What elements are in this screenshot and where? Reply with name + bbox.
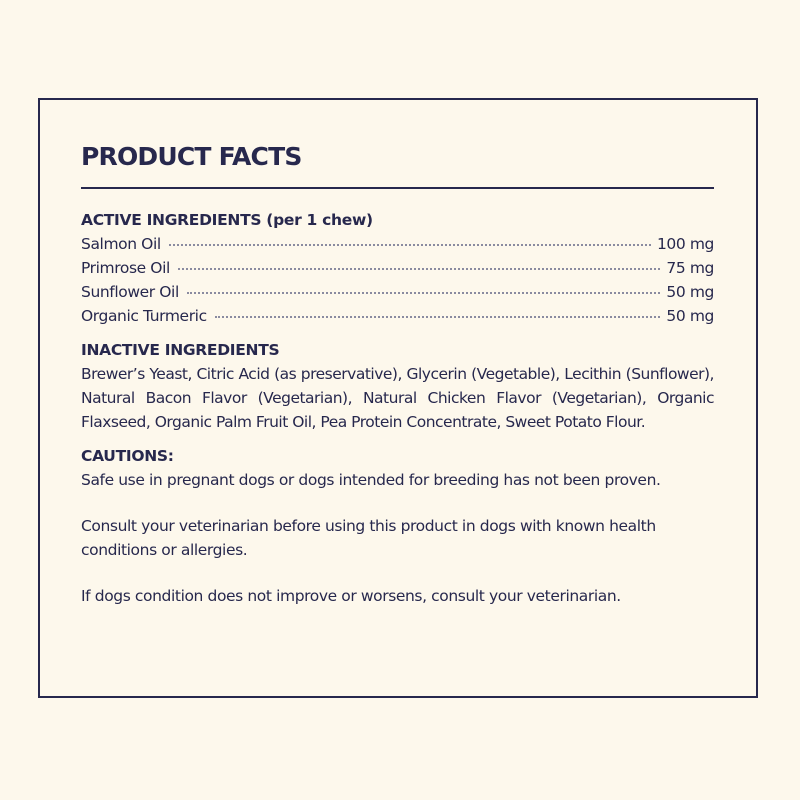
ingredient-amount: 50 mg — [666, 283, 714, 301]
active-ingredients-heading: ACTIVE INGREDIENTS (per 1 chew) — [81, 211, 373, 229]
ingredient-row — [81, 280, 714, 304]
ingredient-amount: 50 mg — [666, 307, 714, 325]
product-facts-panel — [38, 98, 758, 698]
ingredient-name: Sunflower Oil — [81, 283, 179, 301]
active-ingredients-list — [81, 232, 714, 328]
dot-leader — [169, 244, 651, 246]
ingredient-name: Organic Turmeric — [81, 307, 207, 325]
caution-paragraph: Safe use in pregnant dogs or dogs intended for breeding has not been proven. — [81, 471, 661, 489]
ingredient-amount: 75 mg — [666, 259, 714, 277]
cautions-heading: CAUTIONS: — [81, 447, 174, 465]
active-ingredients-section — [81, 208, 714, 328]
ingredient-name: Primrose Oil — [81, 259, 170, 277]
ingredient-name: Salmon Oil — [81, 235, 161, 253]
ingredient-row — [81, 232, 714, 256]
inactive-ingredients-heading: INACTIVE INGREDIENTS — [81, 341, 280, 359]
dot-leader — [187, 292, 661, 294]
cautions-section — [81, 444, 714, 608]
page-title: PRODUCT FACTS — [81, 142, 302, 171]
dot-leader — [215, 316, 661, 318]
ingredient-row — [81, 256, 714, 280]
ingredient-amount: 100 mg — [656, 235, 714, 253]
caution-paragraph: If dogs condition does not improve or worsens, consult your veterinarian. — [81, 587, 621, 605]
dot-leader — [178, 268, 660, 270]
inactive-ingredients-section — [81, 338, 714, 434]
inactive-ingredients-text: Brewer’s Yeast, Citric Acid (as preservative), Glycerin (Vegetable), Lecithin (Sunflower), Natural Bacon Flavor (Vegetarian), Natural Chicken Flavor (Vegetarian), Organic Flaxseed, Organic Palm Fruit Oil, Pea Protein Concentrate, Sweet Potato Flour. — [81, 365, 714, 431]
facts-content — [81, 208, 714, 630]
ingredient-row — [81, 304, 714, 328]
title-divider — [81, 187, 714, 189]
caution-paragraph: Consult your veterinarian before using this product in dogs with known health conditions or allergies. — [81, 517, 656, 559]
